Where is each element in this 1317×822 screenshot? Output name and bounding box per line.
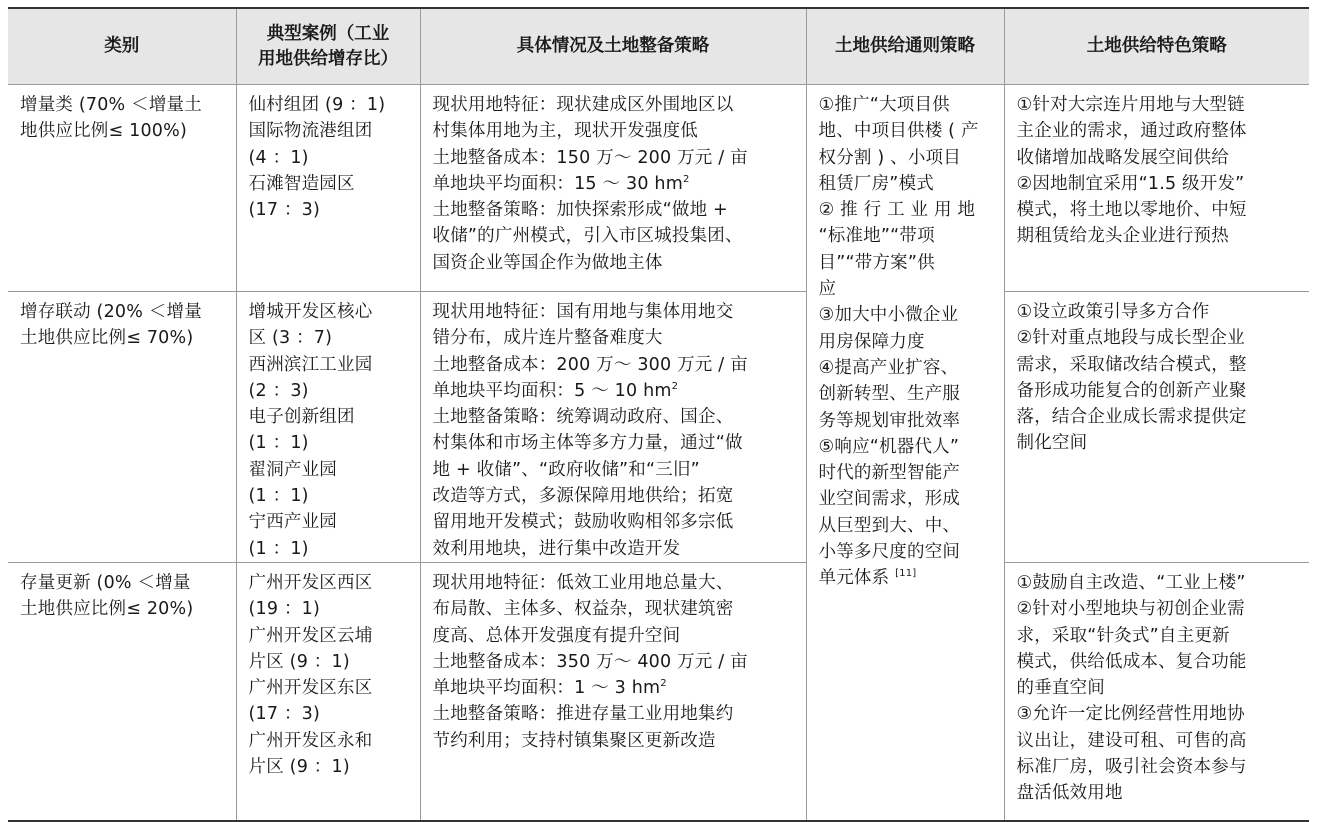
- situation-cell: 现状用地特征：现状建成区外围地区以 村集体用地为主，现状开发强度低 土地整备成本：150 万～ 200 万元 / 亩 单地块平均面积：15 ～ 30 $hm^2$ 土地整备策略：加快探索形成“做地 + 收储”的广州模式，引入市区城投集团、 国资企业等国企作为做地主体: [420, 85, 806, 292]
- category-cell: 存量更新 (0% ＜增量 土地供应比例≤ 20%): [8, 562, 236, 821]
- cases-cell: 增城开发区核心 区 (3 ：7) 西洲滨江工业园 (2 ：3) 电子创新组团 (1 ：1) 翟洞产业园 (1 ：1) 宁西产业园 (1 ：1): [236, 292, 420, 563]
- category-cell: 增存联动 (20% ＜增量 土地供应比例≤ 70%): [8, 292, 236, 563]
- cases-cell: 仙村组团 (9 ：1) 国际物流港组团 (4 ：1) 石滩智造园区 (17 ：3): [236, 85, 420, 292]
- header-row: [8, 8, 1309, 85]
- general-strategy-cell: ①推广“大项目供 地、中项目供楼 ( 产 权分割 ) 、小项目 租赁厂房”模式 ② 推 行 工 业 用 地 “标准地”“带项 目”“带方案”供 应 ③加大中小微企业 用房保障力度 ④提高产业扩容、 创新转型、生产服 务等规划审批效率 ⑤响应“机器代人” 时代的新型智能产 业空间需求，形成 从巨型到大、中、 小等多尺度的空间 单元体系 [11]: [806, 85, 1004, 821]
- table-row: [8, 292, 1309, 563]
- table-row: [8, 85, 1309, 292]
- reference-mark: [11]: [895, 568, 917, 580]
- special-strategy-cell: ①设立政策引导多方合作 ②针对重点地段与成长型企业 需求，采取储改结合模式，整 备形成功能复合的创新产业聚 落，结合企业成长需求提供定 制化空间: [1004, 292, 1309, 563]
- header-cases: 典型案例（工业 用地供给增存比）: [236, 8, 420, 85]
- header-special-strategy: 土地供给特色策略: [1004, 8, 1309, 85]
- situation-cell: 现状用地特征：低效工业用地总量大、 布局散、主体多、权益杂，现状建筑密 度高、总体开发强度有提升空间 土地整备成本：350 万～ 400 万元 / 亩 单地块平均面积：1 ～ 3 $hm^2$ 土地整备策略：推进存量工业用地集约 节约利用；支持村镇集聚区更新改造: [420, 562, 806, 821]
- special-strategy-cell: ①鼓励自主改造、“工业上楼” ②针对小型地块与初创企业需 求，采取“针灸式”自主更新 模式，供给低成本、复合功能 的垂直空间 ③允许一定比例经营性用地协 议出让，建设可租、可售的高 标准厂房，吸引社会资本参与 盘活低效用地: [1004, 562, 1309, 821]
- header-situation: 具体情况及土地整备策略: [420, 8, 806, 85]
- header-general-strategy: 土地供给通则策略: [806, 8, 1004, 85]
- header-category: 类别: [8, 8, 236, 85]
- category-cell: 增量类 (70% ＜增量土 地供应比例≤ 100%): [8, 85, 236, 292]
- special-strategy-cell: ①针对大宗连片用地与大型链 主企业的需求，通过政府整体 收储增加战略发展空间供给 ②因地制宜采用“1.5 级开发” 模式，将土地以零地价、中短 期租赁给龙头企业进行预热: [1004, 85, 1309, 292]
- table-row: [8, 562, 1309, 821]
- cases-cell: 广州开发区西区 (19 ：1) 广州开发区云埔 片区 (9 ：1) 广州开发区东区 (17 ：3) 广州开发区永和 片区 (9 ：1): [236, 562, 420, 821]
- land-supply-strategy-table: [8, 7, 1309, 822]
- situation-cell: 现状用地特征：国有用地与集体用地交 错分布，成片连片整备难度大 土地整备成本：200 万～ 300 万元 / 亩 单地块平均面积：5 ～ 10 $hm^2$ 土地整备策略：统筹调动政府、国企、 村集体和市场主体等多方力量，通过“做 地 + 收储”、“政府收储”和“三旧” 改造等方式，多源保障用地供给；拓宽 留用地开发模式；鼓励收购相邻多宗低 效利用地块，进行集中改造开发: [420, 292, 806, 563]
